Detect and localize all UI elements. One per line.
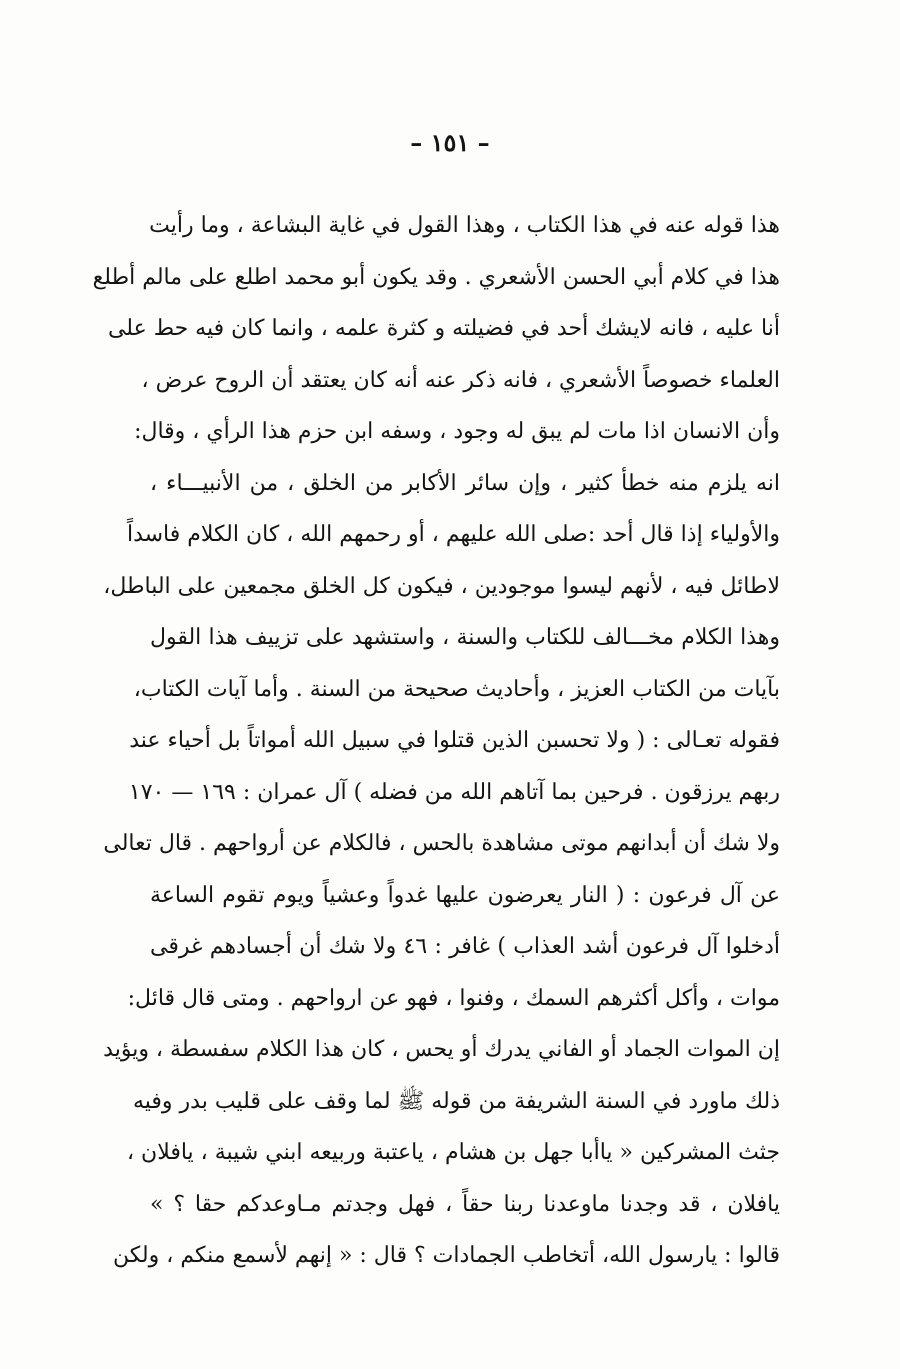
text-line: موات ، وأكل أكثرهم السمك ، وفنوا ، فهو عن ارواحهم . ومتى قال قائل: <box>127 985 780 1011</box>
text-line: فقوله تعـالى : ( ولا تحسبن الذين قتلوا في سبيل الله أمواتاً بل أحياء عند <box>129 728 780 753</box>
text-line: هذا في كلام أبي الحسن الأشعري . وقد يكون أبو محمد اطلع على مالم أطلع <box>92 264 780 290</box>
text-line: عن آل فرعون : ( النار يعرضون عليها غدواً وعشياً ويوم تقوم الساعة <box>150 882 780 908</box>
text-line: لاطائل فيه ، لأنهم ليسوا موجودين ، فيكون كل الخلق مجمعين على الباطل، <box>103 573 780 599</box>
text-line: وأن الانسان اذا مات لم يبق له وجود ، وسفه ابن حزم هذا الرأي ، وقال: <box>134 419 780 444</box>
text-line: وهذا الكلام مخـــالف للكتاب والسنة ، واستشهد على تزييف هذا القول <box>150 625 780 650</box>
text-line: انه يلزم منه خطأ كثير ، وإن سائر الأكابر من الخلق ، من الأنبيـــاء ، <box>150 470 780 496</box>
text-line: هذا قوله عنه في هذا الكتاب ، وهذا القول في غاية البشاعة ، وما رأيت <box>149 213 780 238</box>
text-line: ولا شك أن أبدانهم موتى مشاهدة بالحس ، فالكلام عن أرواحهم . قال تعالى <box>103 831 780 856</box>
text-line: أدخلوا آل فرعون أشد العذاب ) غافر : ٤٦ ولا شك أن أجسادهم غرقى <box>150 934 780 959</box>
text-line: قالوا : يارسول الله، أتخاطب الجمادات ؟ قال : « إنهم لأسمع منكم ، ولكن <box>113 1243 780 1268</box>
text-line: ذلك ماورد في السنة الشريفة من قوله ﷺ لما وقف على قليب بدر وفيه <box>132 1088 780 1114</box>
text-line: إن الموات الجماد أو الفاني يدرك أو يحس ، كان هذا الكلام سفسطة ، ويؤيد <box>103 1037 780 1062</box>
body-text <box>92 200 780 1282</box>
text-line: جثث المشركين « ياأبا جهل بن هشام ، ياعتبة وربيعه ابني شيبة ، يافلان ، <box>126 1140 780 1165</box>
text-line: أنا عليه ، فانه لايشك أحد في فضيلته و كثرة علمه ، وانما كان فيه حط على <box>107 316 780 341</box>
text-line: يافلان ، قد وجدنا ماوعدنا ربنا حقاً ، فهل وجدتم مـاوعدكم حقا ؟ » <box>150 1191 780 1217</box>
text-line: والأولياء إذا قال أحد :صلى الله عليهم ، أو رحمهم الله ، كان الكلام فاسداً <box>126 522 780 547</box>
page-number: – ١٥١ – <box>410 128 490 157</box>
text-line: بآيات من الكتاب العزيز ، وأحاديث صحيحة من السنة . وأما آيات الكتاب، <box>133 676 780 702</box>
text-line: ربهم يرزقون . فرحين بما آتاهم الله من فضله ) آل عمران : ١٦٩ — ١٧٠ <box>128 779 780 805</box>
text-line: العلماء خصوصاً الأشعري ، فانه ذكر عنه أنه كان يعتقد أن الروح عرض ، <box>141 367 780 393</box>
